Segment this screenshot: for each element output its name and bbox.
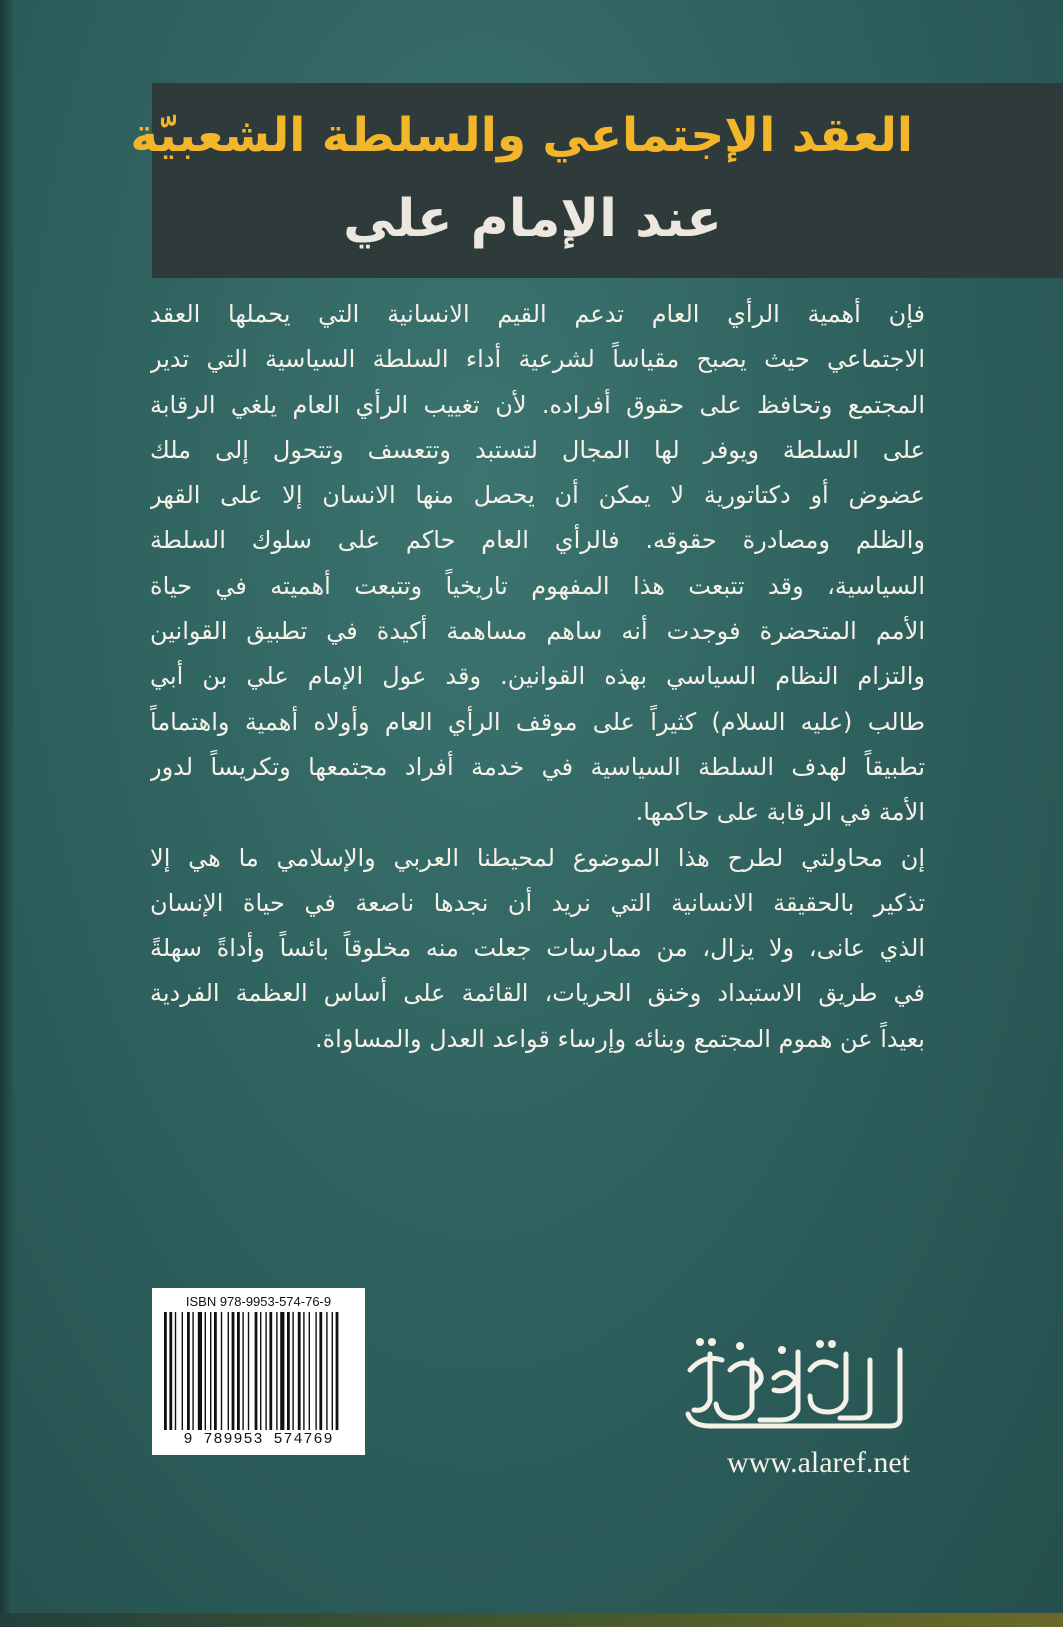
blurb-text	[150, 292, 925, 1062]
barcode-digits: 9 789953 574769	[183, 1431, 334, 1448]
blurb-line: الأمة في الرقابة على حاكمها.	[635, 798, 925, 827]
blurb-line: الذي عانى، ولا يزال، من ممارسات جعلت منه مخلوقاً بائساً وأداةً سهلةً	[150, 934, 925, 963]
blurb-line: طالب (عليه السلام) كثيراً على موقف الرأي العام وأولاه أهمية واهتماماً	[150, 707, 925, 736]
blurb-line: والظلم ومصادرة حقوقه. فالرأي العام حاكم على سلوك السلطة	[150, 526, 925, 555]
blurb-line: فإن أهمية الرأي العام تدعم القيم الانسانية التي يحملها العقد	[150, 300, 925, 328]
blurb-line: الأمم المتحضرة فوجدت أنه ساهم مساهمة أكيدة في تطبيق القوانين	[150, 617, 925, 646]
title-box	[130, 83, 1063, 278]
blurb-line: السياسية، وقد تتبعت هذا المفهوم تاريخياً وتتبعت أهميته في حياة	[150, 571, 925, 600]
barcode-bars-icon	[164, 1312, 354, 1430]
blurb-line: عضوض أو دكتاتورية لا يمكن أن يحصل منها الانسان إلا على القهر	[150, 481, 925, 510]
cover-bottom-strip	[0, 1613, 1063, 1627]
blurb-line: بعيداً عن هموم المجتمع وبنائه وإرساء قواعد العدل والمساواة.	[314, 1024, 925, 1053]
blurb-line: والتزام النظام السياسي بهذه القوانين. وقد عول الإمام علي بن أبي	[150, 662, 925, 691]
blurb-line: الاجتماعي حيث يصبح مقياساً لشرعية أداء السلطة السياسية التي تدير	[150, 345, 925, 374]
book-title-line-2: عند الإمام علي	[343, 189, 722, 249]
isbn-label: ISBN 978-9953-574-76-9	[185, 1294, 332, 1309]
blurb-line: على السلطة ويوفر لها المجال لتستبد وتتعسف وتتحول إلى ملك	[150, 435, 925, 464]
blurb-line: إن محاولتي لطرح هذا الموضوع لمحيطنا العربي والإسلامي ما هي إلا	[150, 843, 925, 872]
publisher-url: www.alaref.net	[727, 1446, 910, 1479]
blurb-line: تذكير بالحقيقة الانسانية التي نريد أن نجدها ناصعة في حياة الإنسان	[150, 888, 925, 917]
publisher-calligraphy-logo-icon	[670, 1330, 910, 1440]
cover-left-edge	[0, 0, 14, 1627]
blurb-line: في طريق الاستبداد وخنق الحريات، القائمة على أساس العظمة الفردية	[150, 979, 925, 1008]
blurb-line: تطبيقاً لهدف السلطة السياسية في خدمة أفراد مجتمعها وتكريساً لدور	[150, 752, 925, 781]
book-title-line-1: العقد الإجتماعي والسلطة الشعبيّة	[130, 108, 913, 163]
isbn-barcode	[152, 1288, 365, 1455]
blurb-line: المجتمع وتحافظ على حقوق أفراده. لأن تغييب الرأي العام يلغي الرقابة	[150, 390, 925, 419]
